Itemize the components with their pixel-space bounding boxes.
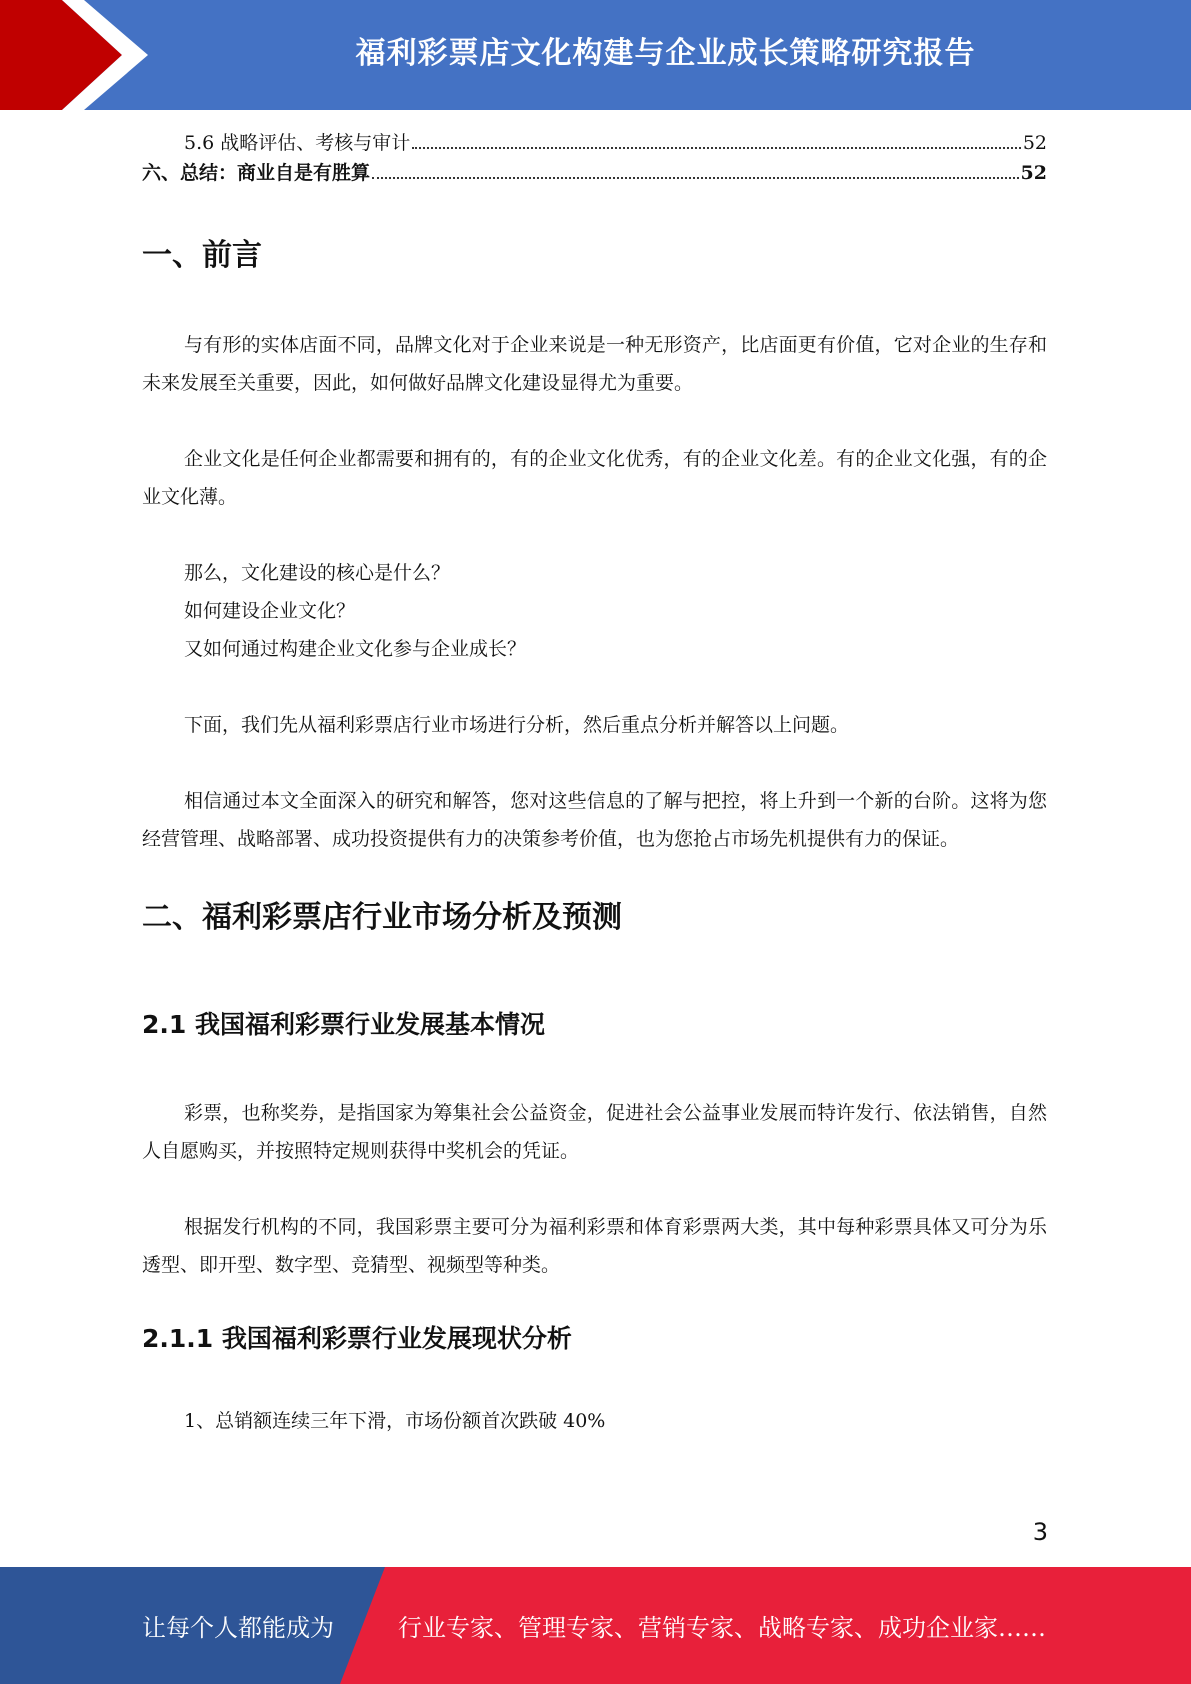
toc-leader-dots xyxy=(372,177,1019,179)
header-title: 福利彩票店文化构建与企业成长策略研究报告 xyxy=(355,36,976,71)
question-item: 那么，文化建设的核心是什么？ xyxy=(184,562,451,584)
subsection-heading-2-1: 2.1 我国福利彩票行业发展基本情况 xyxy=(142,1010,545,1039)
page-number: 3 xyxy=(1032,1518,1048,1546)
toc-entry-page: 52 xyxy=(1022,132,1047,154)
paragraph: 彩票，也称奖券，是指国家为筹集社会公益资金，促进社会公益事业发展而特许发行、依法销售，自然人自愿购买，并按照特定规则获得中奖机会的凭证。 xyxy=(142,1102,1047,1162)
question-item: 如何建设企业文化？ xyxy=(184,600,356,622)
paragraph: 企业文化是任何企业都需要和拥有的，有的企业文化优秀，有的企业文化差。有的企业文化强，有的企业文化薄。 xyxy=(142,448,1047,508)
paragraph: 与有形的实体店面不同，品牌文化对于企业来说是一种无形资产，比店面更有价值，它对企业的生存和未来发展至关重要，因此，如何做好品牌文化建设显得尤为重要。 xyxy=(142,334,1047,394)
document-body xyxy=(142,128,1047,1440)
toc-entry-label: 六、总结：商业自是有胜算 xyxy=(142,162,371,184)
subsection-heading-2-1-1: 2.1.1 我国福利彩票行业发展现状分析 xyxy=(142,1324,572,1353)
paragraph: 相信通过本文全面深入的研究和解答，您对这些信息的了解与把控，将上升到一个新的台阶。这将为您经营管理、战略部署、成功投资提供有力的决策参考价值，也为您抢占市场先机提供有力的保证。 xyxy=(142,790,1047,850)
question-list xyxy=(142,554,1047,668)
section-heading-preface: 一、前言 xyxy=(142,238,262,273)
table-of-contents xyxy=(142,128,1047,188)
toc-leader-dots xyxy=(412,147,1021,149)
toc-entry-page: 52 xyxy=(1020,162,1047,184)
toc-entry[interactable] xyxy=(142,128,1047,158)
page-header xyxy=(0,0,1191,110)
paragraph: 根据发行机构的不同，我国彩票主要可分为福利彩票和体育彩票两大类，其中每种彩票具体又可分为乐透型、即开型、数字型、竞猜型、视频型等种类。 xyxy=(142,1216,1047,1276)
question-item: 又如何通过构建企业文化参与企业成长？ xyxy=(184,638,527,660)
paragraph: 下面，我们先从福利彩票店行业市场进行分析，然后重点分析并解答以上问题。 xyxy=(184,714,850,736)
footer-slogan-left: 让每个人都能成为 xyxy=(142,1614,334,1642)
section-heading-market-analysis: 二、福利彩票店行业市场分析及预测 xyxy=(142,900,622,935)
toc-entry[interactable] xyxy=(142,158,1047,188)
list-item: 1、总销额连续三年下滑，市场份额首次跌破 40% xyxy=(184,1410,606,1432)
toc-entry-label: 5.6 战略评估、考核与审计 xyxy=(184,132,411,154)
page-footer xyxy=(0,1567,1191,1684)
footer-slogan-right: 行业专家、管理专家、营销专家、战略专家、成功企业家…… xyxy=(398,1614,1046,1642)
